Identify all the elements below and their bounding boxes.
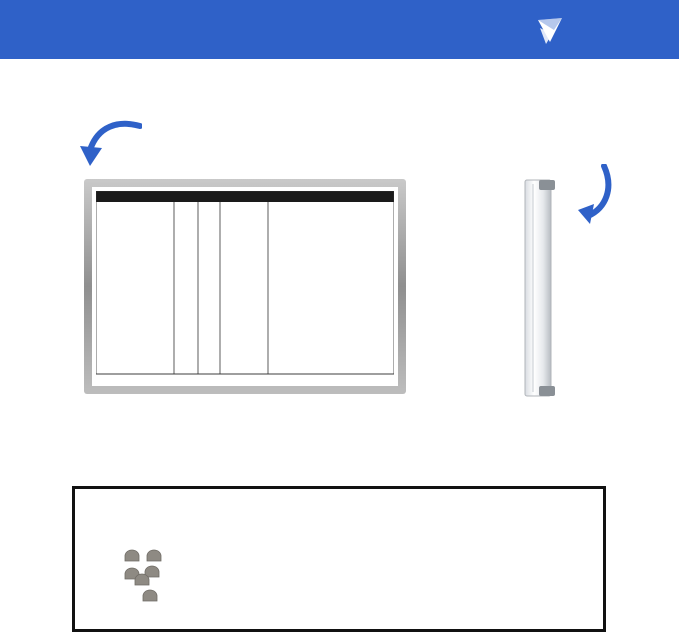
snap-on-shelf-image [519, 178, 557, 398]
brand-logo-block [536, 14, 666, 48]
paper-plane-logo-icon [536, 14, 564, 46]
whiteboard-surface [92, 187, 398, 386]
printed-whiteboard-image [84, 179, 406, 394]
drywall-anchors-image [395, 520, 567, 632]
curved-arrow-icon [78, 120, 142, 170]
whiteboard-grid [96, 191, 394, 382]
header-banner [0, 0, 679, 59]
screws-image [230, 522, 345, 630]
hardware-panel [72, 486, 606, 632]
curved-arrow-icon [576, 164, 616, 226]
corner-plugs-image [121, 546, 173, 608]
